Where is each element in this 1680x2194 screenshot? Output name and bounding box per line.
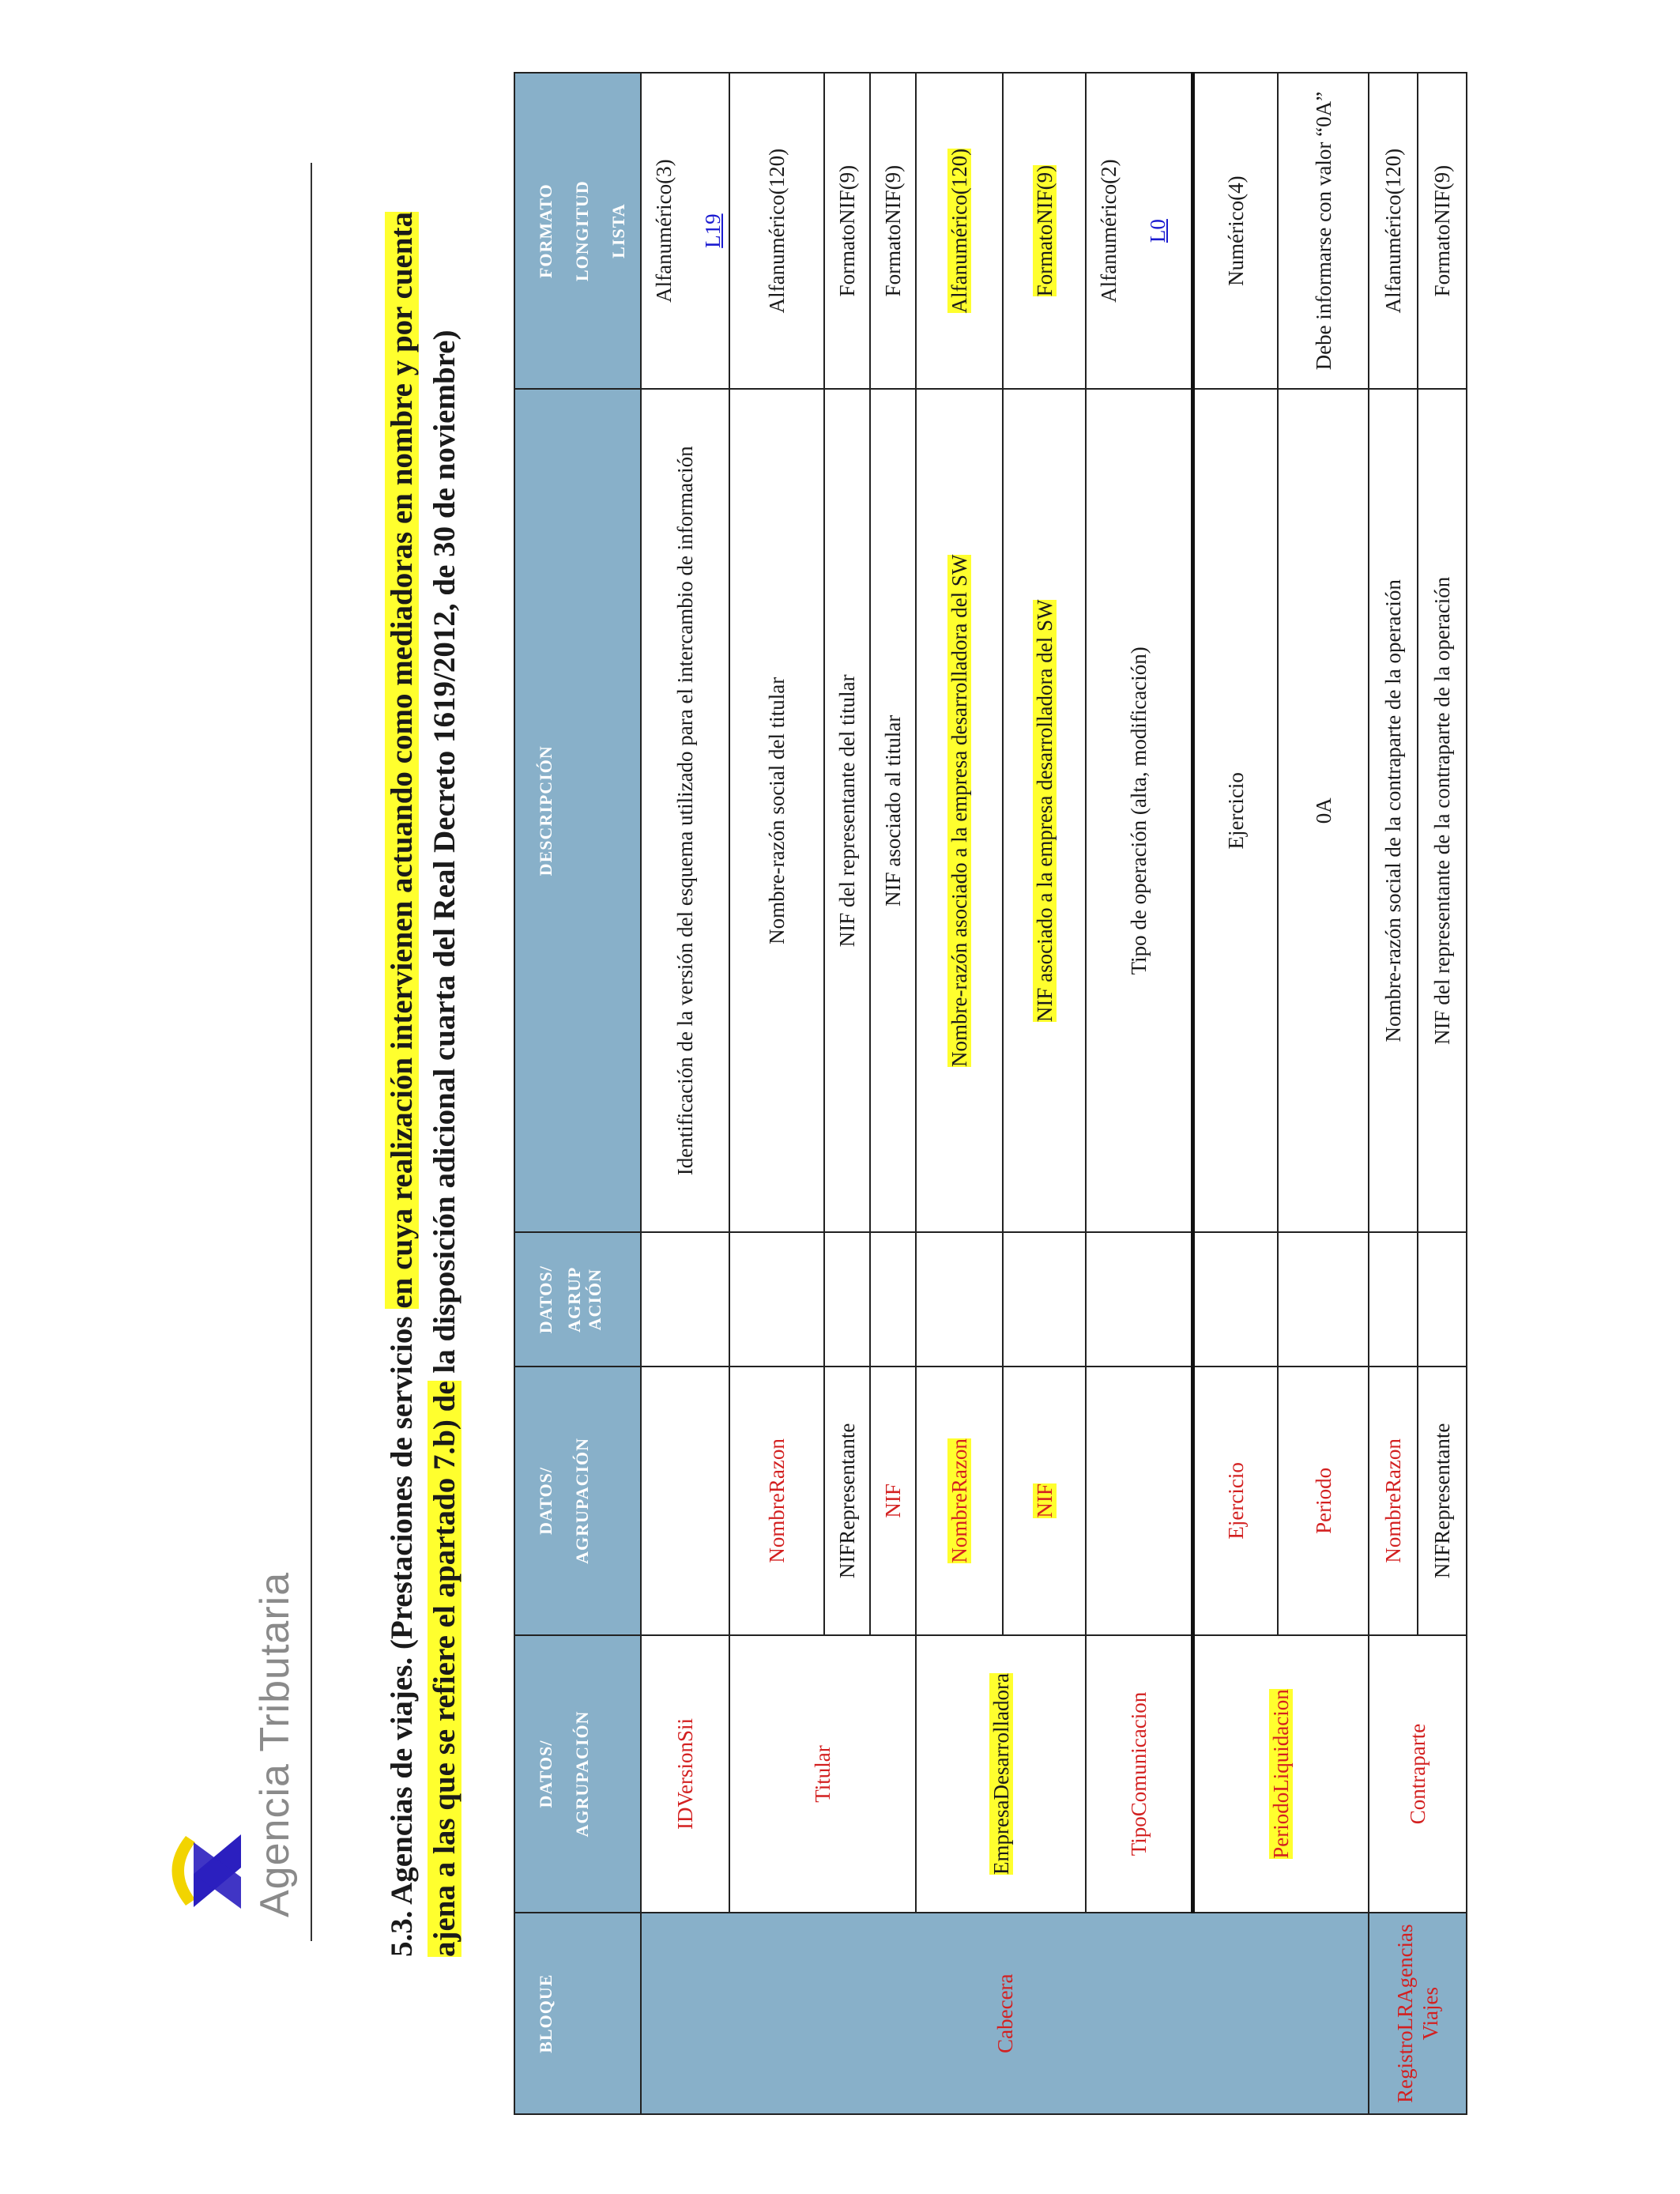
desc-titular-nif: NIF asociado al titular [870,389,916,1232]
desc-contra-nifrep: NIF del representante de la contraparte de la operación [1418,389,1467,1232]
format-contra-nombre: Alfanumérico(120) [1369,73,1418,389]
field-empresa-nombre: NombreRazon [916,1367,1003,1635]
format-ejercicio: Numérico(4) [1192,73,1278,389]
field-idversion: IDVersionSii [641,1635,729,1913]
header-divider [311,163,312,1941]
header-formato: FORMATO LONGITUD LISTA [514,73,641,389]
format-tipocom: Alfanumérico(2) L0 [1086,73,1192,389]
table-header-row [514,73,641,2114]
block-registro: RegistroLRAgenciasViajes [1369,1913,1467,2114]
field-ejercicio: Ejercicio [1192,1367,1278,1635]
header-datos-1: DATOS/ AGRUPACIÓN [514,1635,641,1913]
field-titular-nif: NIF [870,1367,916,1635]
field-contra-nombre: NombreRazon [1369,1367,1418,1635]
format-empresa-nif: FormatoNIF(9) [1003,73,1086,389]
section-heading [381,171,466,1957]
format-idversion: Alfanumérico(3) L19 [641,73,729,389]
field-periodo-p: Periodo [1278,1367,1369,1635]
table-row [729,73,824,2114]
table-row [1192,73,1278,2114]
field-contra-nifrep: NIFRepresentante [1418,1367,1467,1635]
format-periodo-p: Debe informarse con valor “0A” [1278,73,1369,389]
header-bloque: BLOQUE [514,1913,641,2114]
header-datos-2: DATOS/ AGRUPACIÓN [514,1367,641,1635]
desc-idversion: Identificación de la versión del esquema utilizado para el intercambio de información [641,389,729,1232]
desc-empresa-nombre: Nombre-razón asociado a la empresa desarrolladora del SW [916,389,1003,1232]
header-descripcion: DESCRIPCIÓN [514,389,641,1232]
field-titular: Titular [729,1635,916,1913]
field-titular-nombre: NombreRazon [729,1367,824,1635]
heading-suffix: la disposición adicional cuarta del Real Decreto 1619/2012, de 30 de noviembre) [428,330,461,1382]
field-contraparte: Contraparte [1369,1635,1467,1913]
list-link-l19[interactable]: L19 [701,213,725,248]
desc-empresa-nif: NIF asociado a la empresa desarrolladora del SW [1003,389,1086,1232]
desc-periodo-p: 0A [1278,389,1369,1232]
org-name: Agencia Tributaria [252,1571,298,1917]
format-titular-nombre: Alfanumérico(120) [729,73,824,389]
header-datos-3: DATOS/ AGRUP ACIÓN [514,1232,641,1367]
table-row [1086,73,1192,2114]
field-tipocom: TipoComunicacion [1086,1635,1192,1913]
field-titular-nifrep: NIFRepresentante [824,1367,870,1635]
field-empresa-nif: NIF [1003,1367,1086,1635]
heading-highlight: en cuya realización intervienen actuando como mediadoras en nombre y por cuenta ajena a las que se refiere el apartado 7.b) de [385,211,461,1957]
table-row [916,73,1003,2114]
format-titular-nifrep: FormatoNIF(9) [824,73,870,389]
field-empresa: EmpresaDesarrolladora [916,1635,1086,1913]
desc-ejercicio: Ejercicio [1192,389,1278,1232]
field-periodo: PeriodoLiquidacion [1192,1635,1369,1913]
list-link-l0[interactable]: L0 [1146,219,1170,243]
desc-tipocom: Tipo de operación (alta, modificación) [1086,389,1192,1232]
block-cabecera: Cabecera [641,1913,1369,2114]
agencia-tributaria-logo [162,1820,249,1921]
format-titular-nif: FormatoNIF(9) [870,73,916,389]
desc-titular-nifrep: NIF del representante del titular [824,389,870,1232]
heading-prefix: 5.3. Agencias de viajes. (Prestaciones de servicios [385,1308,419,1957]
table-row [1369,73,1418,2114]
desc-titular-nombre: Nombre-razón social del titular [729,389,824,1232]
format-empresa-nombre: Alfanumérico(120) [916,73,1003,389]
table-row [641,73,729,2114]
format-contra-nifrep: FormatoNIF(9) [1418,73,1467,389]
desc-contra-nombre: Nombre-razón social de la contraparte de la operación [1369,389,1418,1232]
fields-table [514,72,1467,2115]
